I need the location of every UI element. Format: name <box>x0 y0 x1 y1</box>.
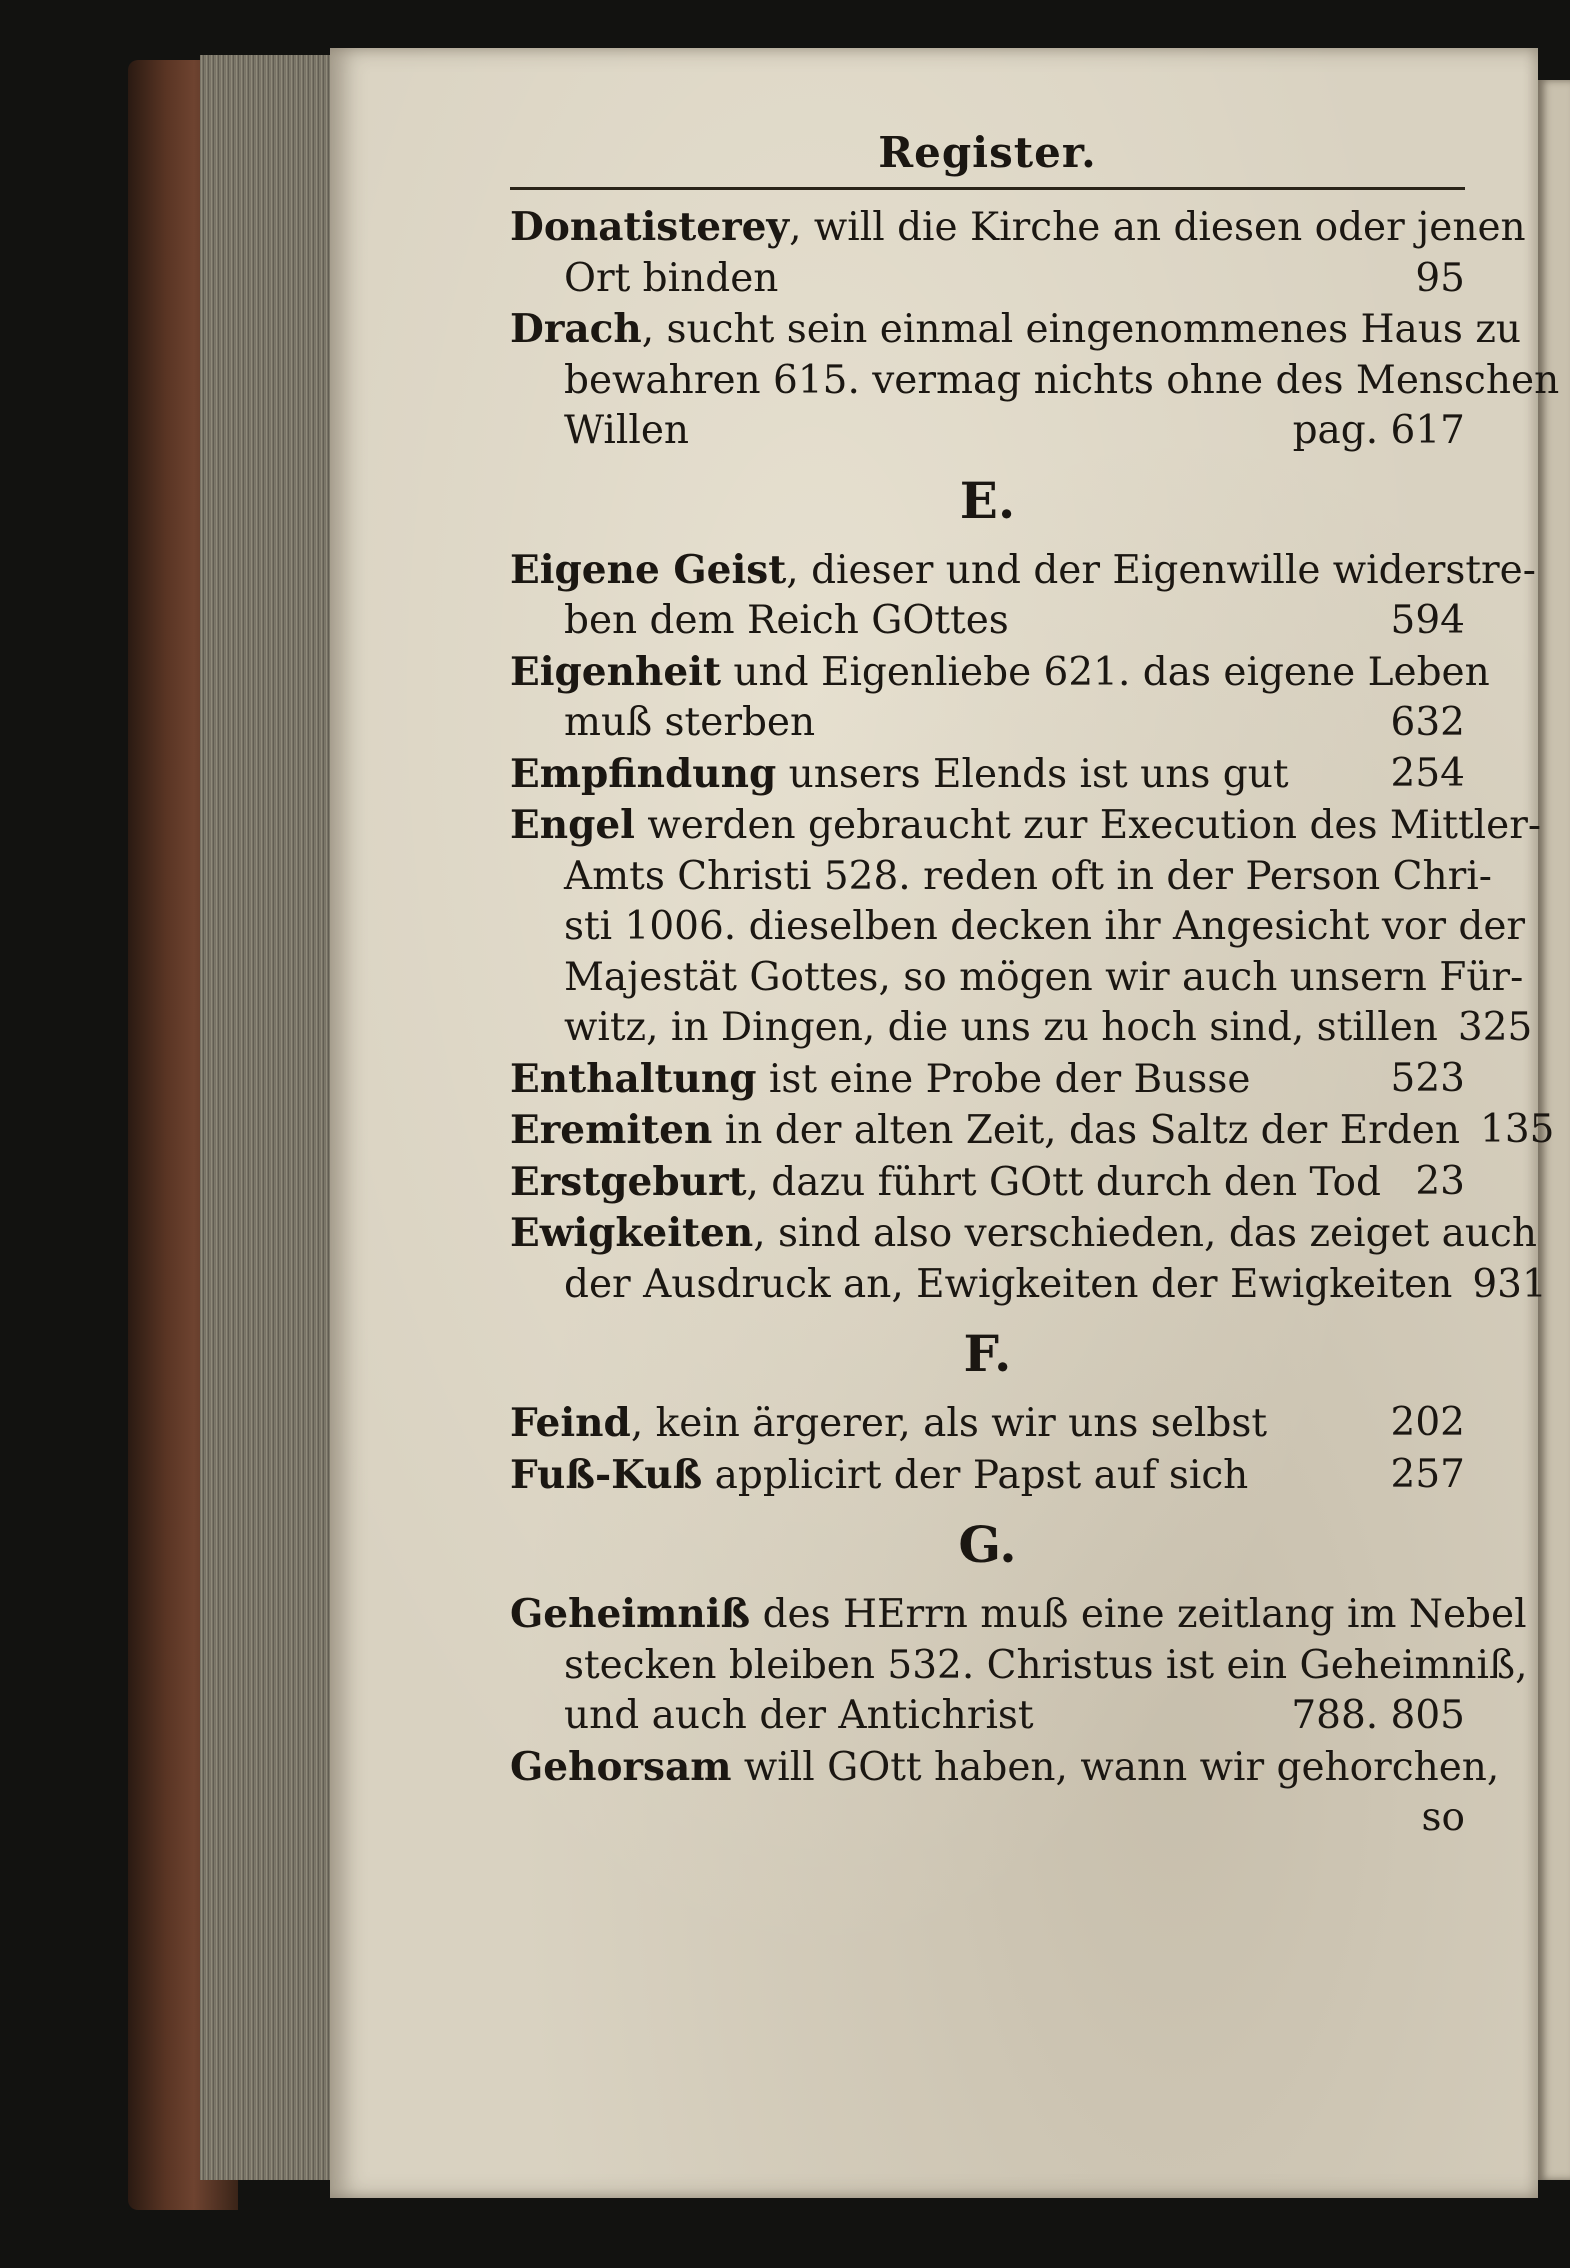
entry-line <box>510 800 1542 852</box>
entry-text: Eigene Geist, dieser und der Eigenwille widerstre- <box>510 546 1536 593</box>
entry-line <box>510 1742 1500 1794</box>
entry-text: muß sterben <box>564 700 816 745</box>
page-reference: 95 <box>1415 255 1465 301</box>
entry-keyword: Geheimniß <box>510 1591 751 1637</box>
entry-text: Willen <box>564 408 690 453</box>
page-reference: 202 <box>1390 1400 1465 1445</box>
entry-text: Eremiten in der alten Zeit, das Saltz der Erden <box>510 1107 1460 1153</box>
entry-keyword: Feind <box>510 1400 631 1446</box>
page-reference: 257 <box>1390 1451 1465 1497</box>
entry-text: der Ausdruck an, Ewigkeiten der Ewigkeiten <box>564 1261 1453 1307</box>
entry-text: sti 1006. dieselben decken ihr Angesicht vor der <box>564 904 1526 949</box>
entry-text: bewahren 615. vermag nichts ohne des Menschen <box>564 357 1560 403</box>
section-letter: E. <box>959 470 1016 530</box>
entry-text: Geheimniß des HErrn muß eine zeitlang im Nebel <box>510 1591 1527 1637</box>
entry-line <box>564 698 1465 749</box>
entry-line <box>510 1398 1465 1450</box>
section-letter: F. <box>963 1324 1012 1383</box>
entry-keyword: Enthaltung <box>510 1055 757 1102</box>
entry-keyword: Eigenheit <box>510 648 721 695</box>
entry-line <box>510 647 1490 699</box>
entry-text: und auch der Antichrist <box>564 1693 1034 1738</box>
entry-line <box>564 254 1465 305</box>
page-reference: 523 <box>1390 1055 1465 1101</box>
entry-keyword: Drach <box>510 306 642 352</box>
entry-text: Enthaltung ist eine Probe der Busse <box>510 1055 1251 1102</box>
entry-line <box>564 1793 1465 1844</box>
entry-text: Fuß-Kuß applicirt der Papst auf sich <box>510 1451 1249 1498</box>
entry-keyword: Empfindung <box>510 750 777 797</box>
entry-keyword: Gehorsam <box>510 1743 732 1790</box>
page-reference: 23 <box>1415 1158 1465 1204</box>
register-entry-drach <box>510 304 1560 457</box>
entry-keyword: Fuß-Kuß <box>510 1451 703 1498</box>
register-entry-eigene-geist <box>510 545 1536 647</box>
entry-line <box>564 596 1465 647</box>
page-reference: 254 <box>1390 750 1465 796</box>
entry-text: stecken bleiben 532. Christus ist ein Geheimniß, <box>564 1642 1528 1688</box>
entry-line <box>564 902 1526 953</box>
page-header: Register. <box>878 128 1097 177</box>
register-entry-geheimniss <box>510 1589 1528 1742</box>
entry-keyword: Erstgeburt <box>510 1158 747 1205</box>
entry-text: Eigenheit und Eigenliebe 621. das eigene Leben <box>510 648 1490 695</box>
register-entry-donatisterey <box>510 202 1526 304</box>
register-entry-enthaltung <box>510 1054 1465 1106</box>
entry-text: Engel werden gebraucht zur Execution des Mittler- <box>510 802 1542 848</box>
entry-line <box>510 202 1526 254</box>
entry-line <box>564 356 1560 407</box>
entry-text: Majestät Gottes, so mögen wir auch unsern Für- <box>564 954 1524 1000</box>
register-entry-eigenheit <box>510 647 1490 749</box>
entry-keyword: Ewigkeiten <box>510 1210 754 1256</box>
page-reference: 788. 805 <box>1291 1693 1465 1738</box>
entry-keyword: Eigene Geist <box>510 546 787 593</box>
entry-line <box>510 1589 1527 1641</box>
page-reference: 632 <box>1390 700 1465 745</box>
entry-line <box>510 1105 1555 1157</box>
entry-text: Empfindung unsers Elends ist uns gut <box>510 750 1289 797</box>
entry-line <box>510 749 1465 801</box>
register-entry-erstgeburt <box>510 1157 1465 1209</box>
entry-line <box>564 406 1465 457</box>
register-entry-gehorsam <box>510 1742 1500 1844</box>
page-edges <box>200 55 350 2180</box>
entry-keyword: Eremiten <box>510 1107 713 1153</box>
entry-keyword: Engel <box>510 802 635 848</box>
register-entry-fuss-kuss <box>510 1450 1465 1502</box>
entry-line <box>564 1641 1528 1692</box>
entry-text: Donatisterey, will die Kirche an diesen oder jenen <box>510 204 1526 250</box>
page-reference: 931 <box>1472 1261 1547 1307</box>
register-entry-ewigkeiten <box>510 1208 1547 1310</box>
entry-line <box>564 1260 1547 1311</box>
page-reference: 325 <box>1457 1005 1533 1050</box>
entry-text <box>564 1793 1402 1844</box>
register-entry-engel <box>510 800 1542 1054</box>
entry-line <box>510 1450 1465 1502</box>
page-text <box>510 125 1560 1844</box>
page-reference: so <box>1421 1795 1465 1840</box>
entry-line <box>510 545 1536 597</box>
entry-line <box>564 852 1492 903</box>
section-letter: G. <box>958 1515 1017 1574</box>
entry-text: Amts Christi 528. reden oft in der Person Chri- <box>564 853 1492 899</box>
entry-keyword: Donatisterey <box>510 204 790 250</box>
entry-line <box>510 304 1521 356</box>
header-rule <box>510 187 1465 190</box>
register-index <box>510 202 1560 1844</box>
entry-text: Gehorsam will GOtt haben, wann wir gehorchen, <box>510 1743 1500 1790</box>
register-entry-empfindung <box>510 749 1465 801</box>
entry-line <box>564 953 1524 1004</box>
page-reference: pag. 617 <box>1292 408 1465 453</box>
entry-text: Ort binden <box>564 255 779 301</box>
entry-line <box>564 1691 1465 1742</box>
register-entry-feind <box>510 1398 1465 1450</box>
entry-line <box>510 1157 1465 1209</box>
page-reference: 135 <box>1480 1107 1555 1152</box>
entry-line <box>510 1208 1538 1260</box>
entry-line <box>510 1054 1465 1106</box>
entry-text: Drach, sucht sein einmal eingenommenes Haus zu <box>510 306 1521 352</box>
page-reference: 594 <box>1390 598 1465 643</box>
entry-text: Feind, kein ärgerer, als wir uns selbst <box>510 1400 1268 1446</box>
register-entry-eremiten <box>510 1105 1555 1157</box>
entry-text: Erstgeburt, dazu führt GOtt durch den Tod <box>510 1158 1381 1205</box>
entry-text: ben dem Reich GOttes <box>564 598 1009 643</box>
entry-line <box>564 1003 1533 1054</box>
entry-text: Ewigkeiten, sind also verschieden, das zeiget auch <box>510 1210 1538 1256</box>
entry-text: witz, in Dingen, die uns zu hoch sind, stillen <box>564 1005 1438 1050</box>
